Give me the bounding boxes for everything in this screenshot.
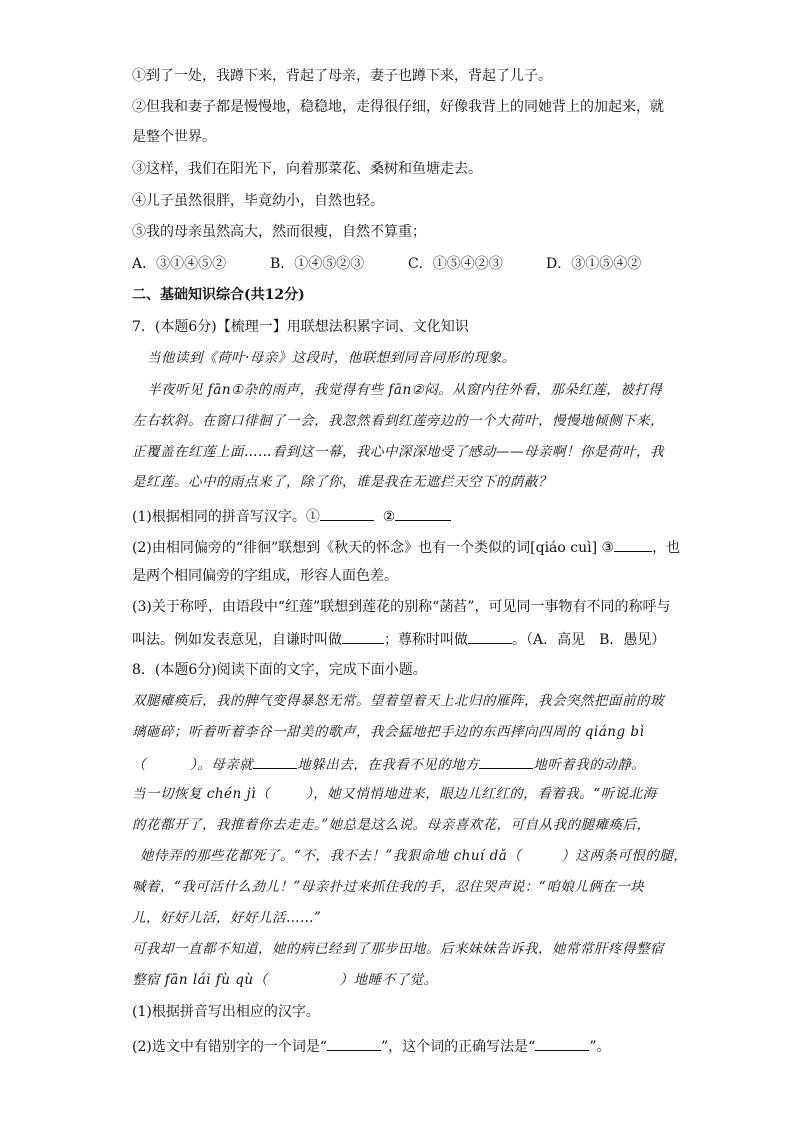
answer-options (132, 255, 641, 273)
sentence-3: ③这样，我们在阳光下，向着那菜花、桑树和鱼塘走去。 (132, 161, 482, 177)
q7-blank-1[interactable] (320, 506, 374, 521)
q7-passage-line-3: 正覆盖在红莲上面……看到这一幕，我心中深深地受了感动——母亲啊！你是荷叶，我 (132, 444, 664, 460)
sentence-1: ①到了一处，我蹲下来，背起了母亲，妻子也蹲下来，背起了儿子。 (132, 68, 552, 84)
q7-blank-2[interactable] (395, 506, 451, 521)
q7-passage-line-2: 左右软斜。在窗口徘徊了一会，我忽然看到红莲旁边的一个大荷叶，慢慢地倾侧下来， (132, 413, 664, 429)
q8-passage-line-10: 整宿 fān lái fù qù（ ）地睡不了觉。 (132, 972, 438, 988)
sentence-4: ④儿子虽然很胖，毕竟幼小，自然也轻。 (132, 193, 384, 209)
q8-passage-line-2: 璃砸碎；听着听着李谷一甜美的歌声，我会猛地把手边的东西摔向四周的 qiáng bì (132, 724, 645, 740)
q7-blank-3[interactable] (614, 537, 652, 552)
q8-passage-line-4: 当一切恢复 chén jì（ ），她又悄悄地进来，眼边儿红红的，看着我。“听说北海 (132, 786, 657, 802)
q7-passage-line-4: 是红莲。心中的雨点来了，除了你，谁是我在无遮拦天空下的荫蔽？ (132, 474, 552, 490)
q7-passage-line-1: 半夜听见 fān①杂的雨声，我觉得有些 fān②闷。从窗内往外看，那朵红莲，被打得 (147, 382, 663, 398)
sentence-2-line-2: 是整个世界。 (132, 129, 216, 145)
q7-subquestion-1: (1)根据相同的拼音写汉字。① ② (132, 506, 451, 526)
section-2-title: 二、基础知识综合(共12分) (132, 287, 305, 303)
option-b[interactable]: B．①④⑤②③ (270, 256, 365, 272)
sentence-2-line-1: ②但我和妻子都是慢慢地，稳稳地，走得很仔细，好像我背上的同她背上的加起来，就 (132, 99, 664, 115)
q8-blank-correct-word[interactable] (535, 1036, 589, 1051)
q7-title: 7．(本题6分)【梳理一】用联想法积累字词、文化知识 (132, 319, 469, 335)
q7-passage-intro: 当他读到《荷叶·母亲》这段时，他联想到同音同形的现象。 (147, 350, 516, 366)
q8-passage-line-5: 的花都开了，我推着你去走走。”她总是这么说。母亲喜欢花，可自从我的腿瘫痪后， (132, 817, 651, 833)
q7-subquestion-3-line-2: 叫法。例如发表意见，自谦时叫做 ；尊称时叫做 。（A．高见 B．愚见） (132, 629, 665, 649)
q7-blank-humble[interactable] (342, 629, 384, 644)
q8-passage-line-1: 双腿瘫痪后，我的脾气变得暴怒无常。望着望着天上北归的雁阵，我会突然把面前的玻 (132, 693, 664, 709)
q7-subquestion-3-line-1: (3)关于称呼，由语段中“红莲”联想到莲花的别称“菡萏”，可见同一事物有不同的称呼与 (132, 599, 671, 615)
q8-passage-line-8: 儿，好好儿活，好好儿活……” (132, 910, 322, 926)
sentence-5: ⑤我的母亲虽然高大，然而很瘦，自然不算重； (132, 224, 426, 240)
q8-passage-line-6: 她侍弄的那些花都死了。“不，我不去！”我狠命地 chuí dǎ（ ）这两条可恨的腿， (140, 848, 688, 864)
q8-passage-line-7: 喊着，“我可活什么劲儿！”母亲扑过来抓住我的手，忍住哭声说：“咱娘儿俩在一块 (132, 879, 645, 895)
q7-subquestion-2-line-2: 是两个相同偏旁的字组成，形容人面色差。 (132, 568, 398, 584)
q8-blank-wrong-word[interactable] (327, 1036, 381, 1051)
q8-passage-line-3: （ ）。母亲就 地躲出去，在我看不见的地方 地听着我的动静。 (132, 754, 645, 774)
q8-title: 8．(本题6分)阅读下面的文字，完成下面小题。 (132, 662, 427, 678)
q7-subquestion-2-line-1: (2)由相同偏旁的“徘徊”联想到《秋天的怀念》也有一个类似的词[qiáo cuì] ③ ，也 (132, 537, 680, 557)
q8-blank-2[interactable] (479, 754, 533, 769)
q8-subquestion-1: (1)根据拼音写出相应的汉字。 (132, 1004, 320, 1020)
q8-blank-1[interactable] (253, 754, 297, 769)
q8-subquestion-2: (2)选文中有错别字的一个词是“ ”，这个词的正确写法是“ ”。 (132, 1036, 611, 1056)
q7-blank-respect[interactable] (468, 629, 512, 644)
q8-passage-line-9: 可我却一直都不知道，她的病已经到了那步田地。后来妹妹告诉我，她常常肝疼得整宿 (132, 941, 664, 957)
option-c[interactable]: C．①⑤④②③ (408, 256, 503, 272)
option-a[interactable]: A．③①④⑤② (132, 256, 227, 272)
option-d[interactable]: D．③①⑤④② (546, 256, 642, 272)
